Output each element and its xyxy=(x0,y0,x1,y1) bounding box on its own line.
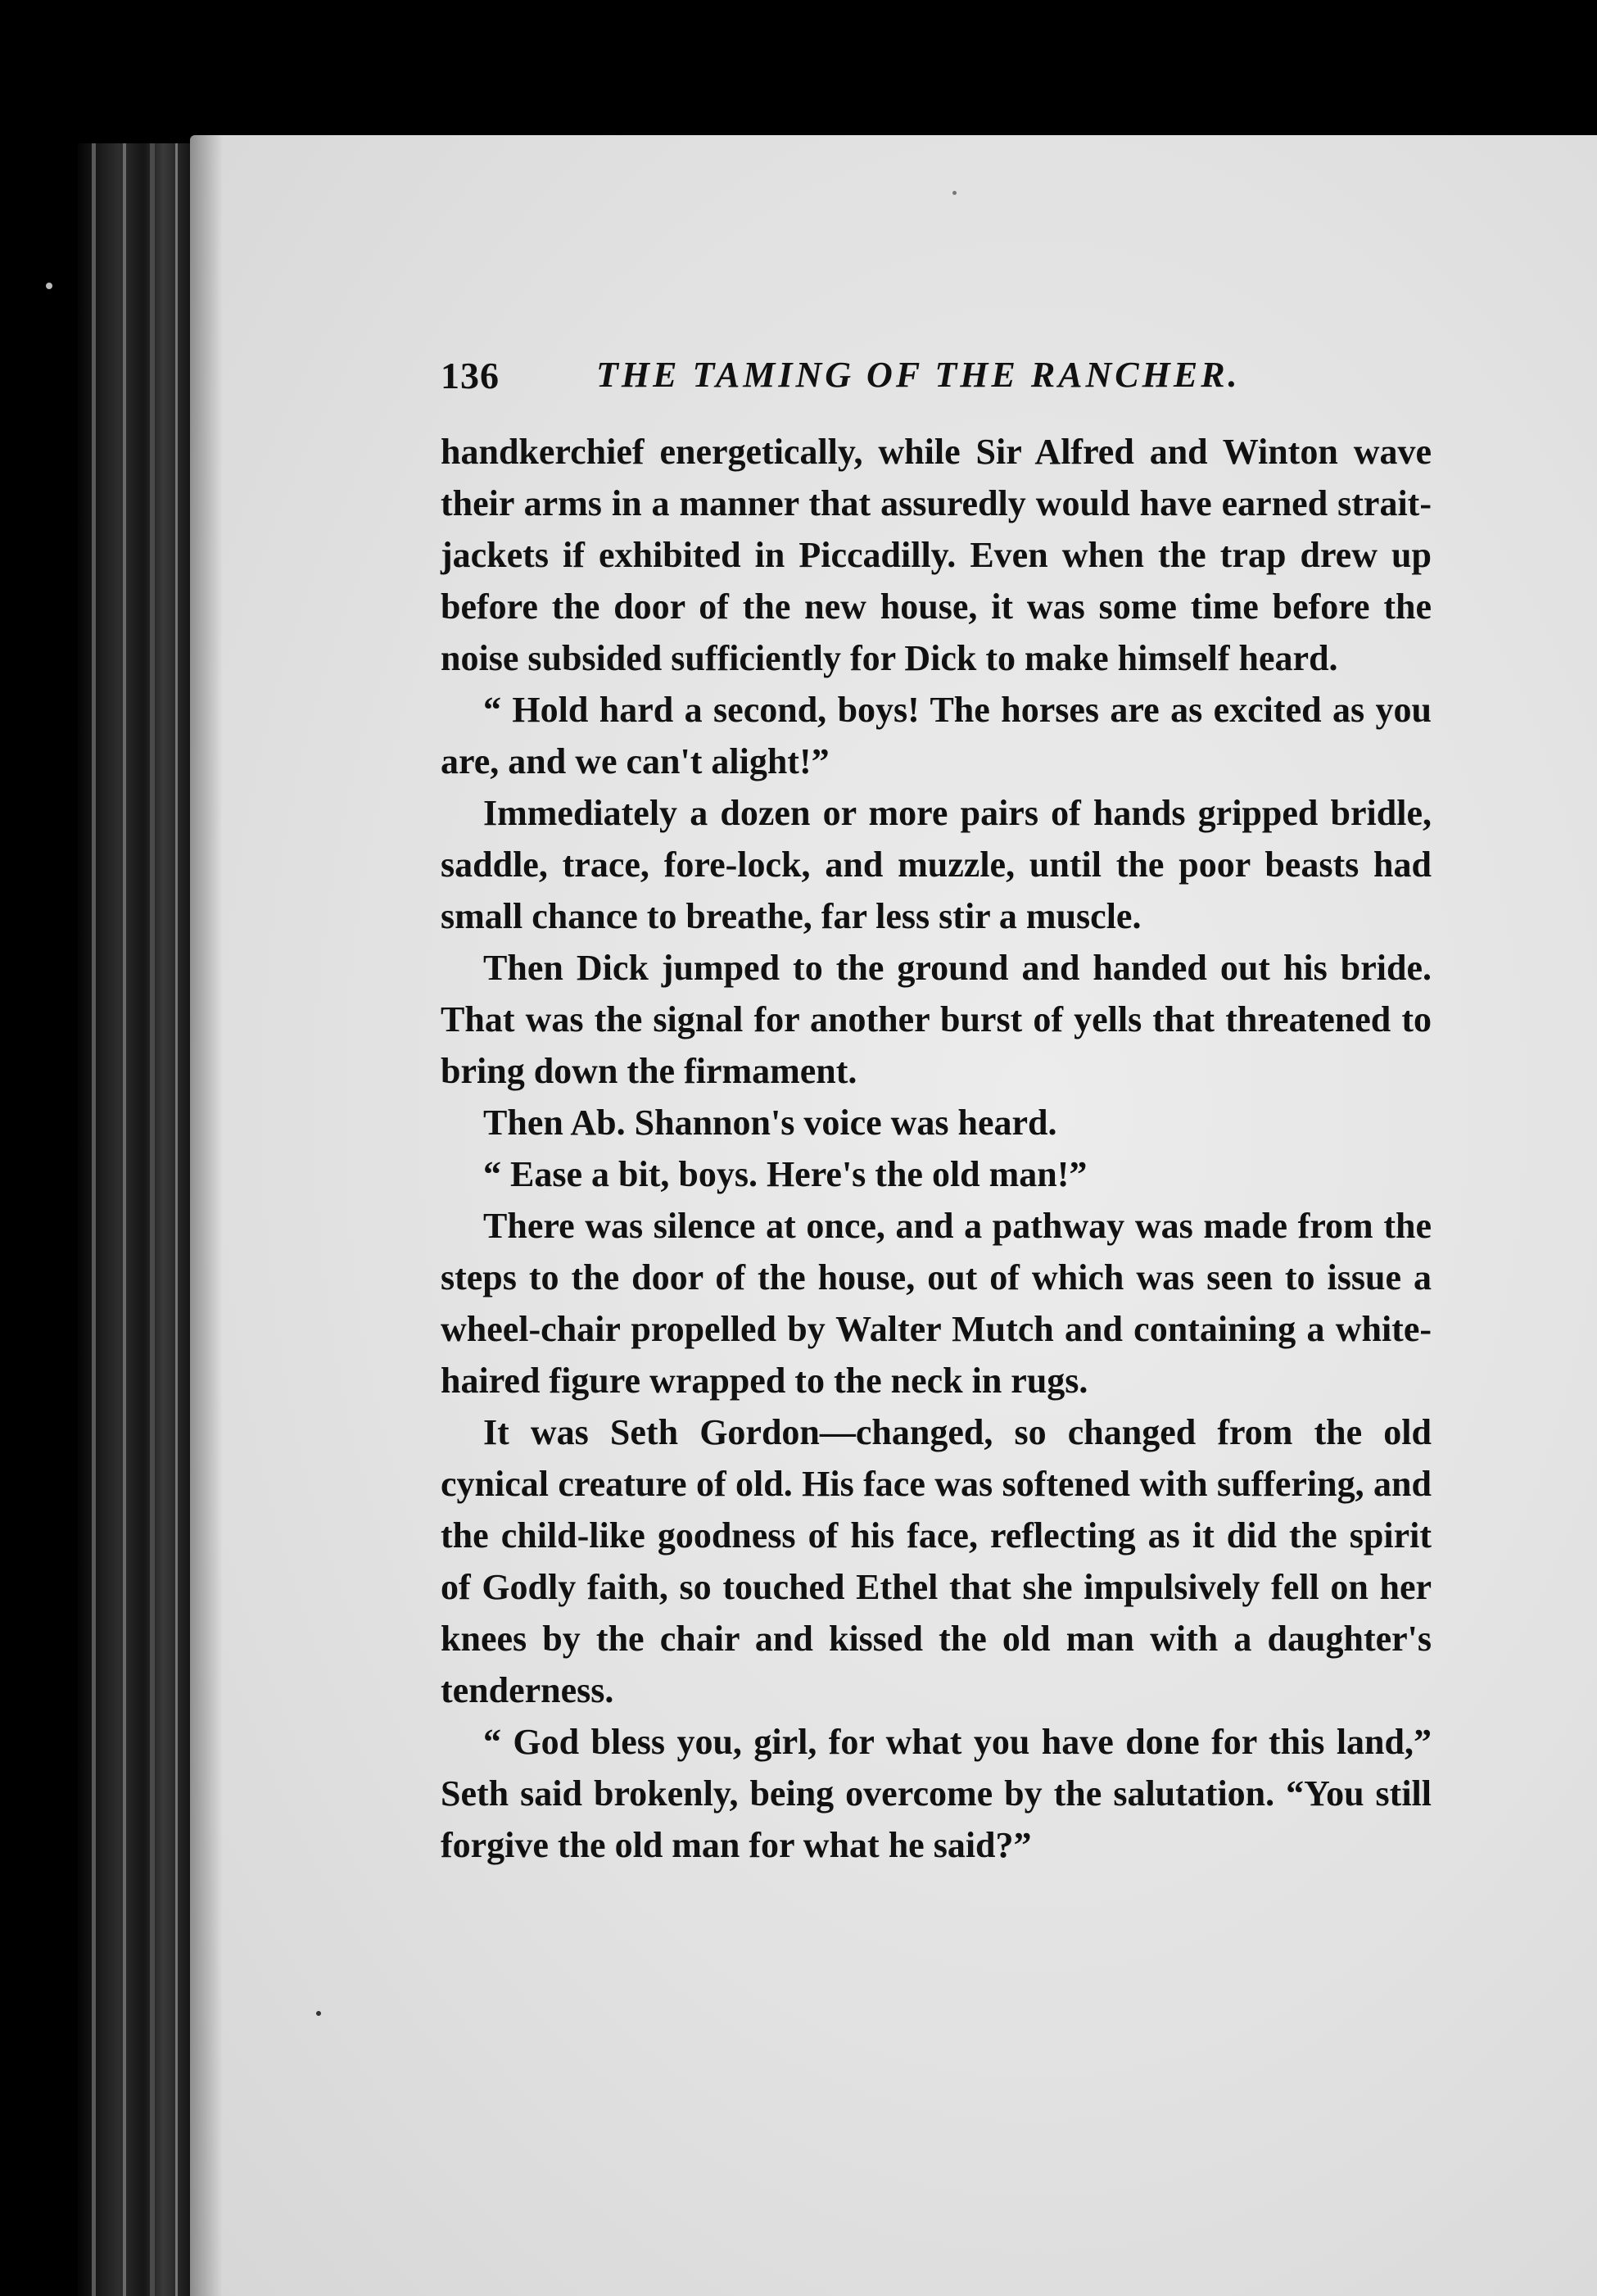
dust-speck xyxy=(316,2011,321,2016)
page-edge-line xyxy=(92,143,96,2296)
page-number: 136 xyxy=(441,355,500,396)
paragraph: Then Dick jumped to the ground and handed out his bride. That was the signal for another burst of yells that threatened to bring down the firmament. xyxy=(441,948,1432,1091)
page-edge-line xyxy=(123,143,126,2296)
running-header xyxy=(441,354,1440,411)
page-gutter-shadow xyxy=(190,135,223,2296)
paragraph: It was Seth Gordon—changed, so changed from the old cynical creature of old. His face was softened with suffering, and the child-like goodness of his face, reflecting as it did the spirit of Godly faith, so touched Ethel that she impulsively fell on her knees by the chair and kissed the old man with a daughter's tenderness. xyxy=(441,1412,1432,1710)
paragraph: “ God bless you, girl, for what you have done for this land,” Seth said brokenly, being overcome by the salutation. “You still forgive the old man for what he said?” xyxy=(441,1722,1432,1865)
dust-speck xyxy=(952,191,957,195)
paragraph: “ Ease a bit, boys. Here's the old man!” xyxy=(483,1154,1088,1194)
paragraph: “ Hold hard a second, boys! The horses are as excited as you are, and we can't alight!” xyxy=(441,690,1432,781)
paragraph: Immediately a dozen or more pairs of hands gripped bridle, saddle, trace, fore-lock, and muzzle, until the poor beasts had small chance to breathe, far less stir a muscle. xyxy=(441,793,1432,936)
running-title: THE TAMING OF THE RANCHER. xyxy=(596,355,1241,395)
page-edge-line xyxy=(150,143,155,2296)
dust-speck xyxy=(46,283,52,289)
page-edge-line xyxy=(175,143,178,2296)
paragraph: handkerchief energetically, while Sir Alfred and Winton wave their arms in a manner that assuredly would have earned strait-jackets if exhibited in Piccadilly. Even when the trap drew up before the door of the new house, it was some time before the noise subsided sufficiently for Dick to make himself heard. xyxy=(441,432,1432,678)
paragraph: Then Ab. Shannon's voice was heard. xyxy=(483,1103,1057,1143)
paragraph: There was silence at once, and a pathway was made from the steps to the door of the house, out of which was seen to issue a wheel-chair propelled by Walter Mutch and containing a white-haired figure wrapped to the neck in rugs. xyxy=(441,1206,1432,1401)
body-text xyxy=(441,426,1432,1871)
